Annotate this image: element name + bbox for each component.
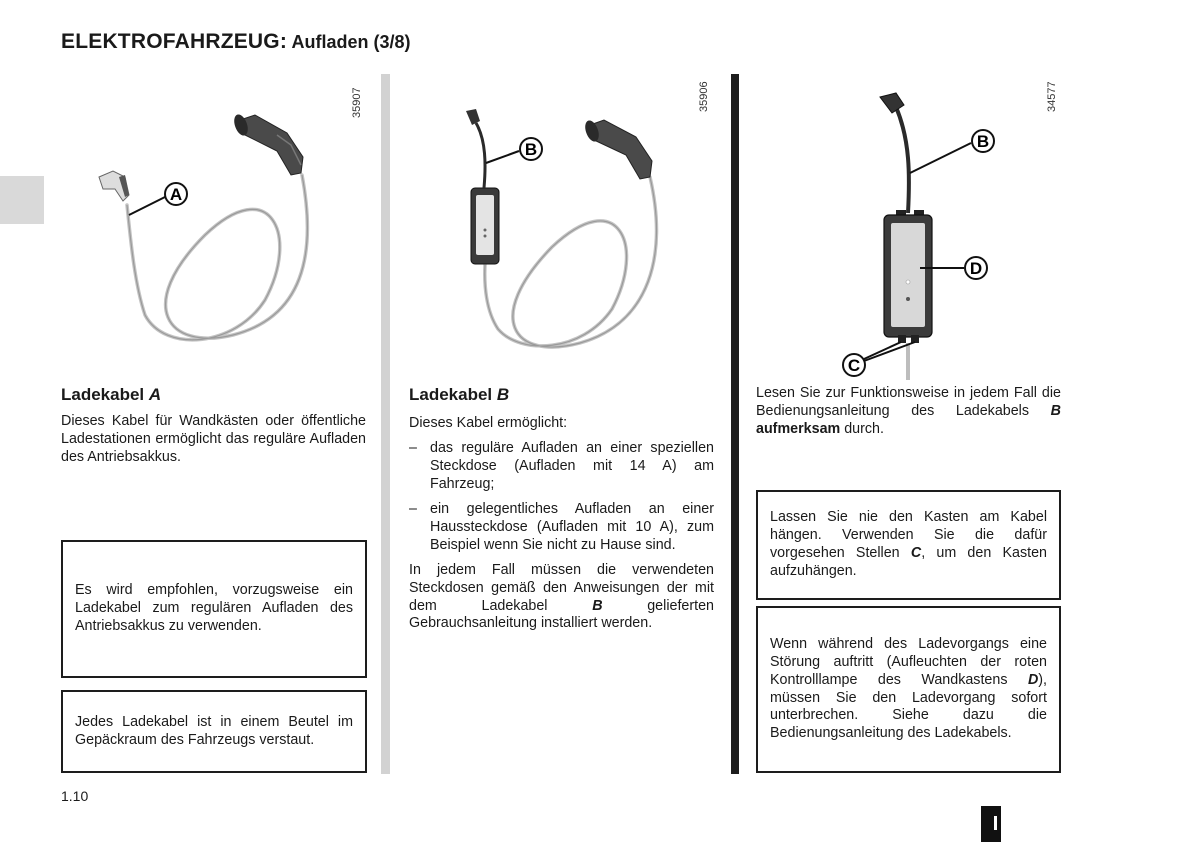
figure-control-box bbox=[830, 85, 1030, 380]
manual-note-part2: durch. bbox=[844, 420, 884, 437]
section-tab-marker bbox=[0, 176, 44, 224]
heading-cable-b-prefix: Ladekabel bbox=[409, 385, 493, 404]
callout-a-label: A bbox=[169, 185, 183, 204]
page-corner-mark bbox=[981, 806, 1001, 842]
heading-cable-a bbox=[61, 385, 161, 405]
column-divider-black bbox=[731, 74, 739, 774]
heading-cable-b-letter: B bbox=[496, 385, 510, 404]
heading-cable-b bbox=[409, 385, 509, 405]
warning-fault-part2: ), müssen Sie den Ladevorgang sofort unterbrechen. Siehe dazu die Bedienungsanleitung des Ladekabels. bbox=[770, 671, 1047, 742]
callout-d-label: D bbox=[969, 259, 983, 278]
note-box-recommendation bbox=[61, 540, 367, 678]
cable-b-uses-list bbox=[409, 440, 714, 563]
note-recommendation-text: Es wird empfohlen, vorzugsweise ein Ladekabel zum regulären Aufladen des Antriebsakkus zu verwenden. bbox=[75, 582, 353, 634]
note-storage-text: Jedes Ladekabel ist in einem Beutel im Gepäckraum des Fahrzeugs verstaut. bbox=[75, 713, 353, 748]
installation-note-part1: In jedem Fall müssen die verwendeten Steckdosen gemäß den Anweisungen der mit dem Ladekabel bbox=[409, 562, 714, 614]
cable-a-description: Dieses Kabel für Wandkästen oder öffentliche Ladestationen ermöglicht das reguläre Aufladen des Antriebsakkus. bbox=[61, 413, 366, 465]
page-number: 1.10 bbox=[61, 788, 89, 804]
warning-hanging-part1: Lassen Sie nie den Kasten am Kabel hängen. Verwenden Sie die dafür vorgesehen Stellen bbox=[770, 509, 1047, 561]
page-title-main: ELEKTROFAHRZEUG: bbox=[61, 30, 288, 53]
warning-fault-text bbox=[770, 636, 1047, 743]
column-divider-gray bbox=[381, 74, 390, 774]
heading-cable-a-prefix: Ladekabel bbox=[61, 385, 145, 404]
warning-box-fault bbox=[756, 606, 1061, 773]
cable-b-installation-note bbox=[409, 562, 714, 633]
warning-hanging-part2: , um den Kasten aufzuhängen. bbox=[770, 545, 1047, 579]
heading-cable-a-letter: A bbox=[148, 385, 162, 404]
manual-reading-note bbox=[756, 385, 1061, 438]
figure-ref-right: 34577 bbox=[1046, 81, 1058, 112]
figure-charging-cable-b bbox=[400, 85, 700, 370]
callout-c-label: C bbox=[847, 356, 861, 375]
installation-note-ref-b: B bbox=[592, 597, 603, 614]
callout-b-label: B bbox=[524, 140, 538, 159]
warning-fault-ref-d: D bbox=[1027, 671, 1039, 688]
warning-fault-part1: Wenn während des Ladevorgangs eine Störung auftritt (Aufleuchten der roten Kontrolllampe des Wandkastens bbox=[770, 636, 1047, 688]
list-item: – ein gelegentliches Aufladen an einer Haussteckdose (Aufladen mit 10 A), zum Beispiel wenn Sie nicht zu Hause sind. bbox=[409, 501, 714, 554]
cable-b-intro: Dieses Kabel ermöglicht: bbox=[409, 415, 568, 431]
warning-box-hanging bbox=[756, 490, 1061, 600]
figure-charging-cable-a bbox=[55, 85, 355, 370]
figure-ref-left: 35907 bbox=[351, 87, 363, 118]
list-item: – das reguläre Aufladen an einer speziellen Steckdose (Aufladen mit 14 A) am Fahrzeug; bbox=[409, 440, 714, 493]
figure-ref-middle: 35906 bbox=[698, 81, 710, 112]
warning-hanging-text bbox=[770, 509, 1047, 580]
page-title-sub: Aufladen (3/8) bbox=[291, 32, 411, 52]
installation-note-part2: gelieferten Gebrauchsanleitung installiert werden. bbox=[409, 597, 714, 632]
page-title bbox=[61, 30, 411, 54]
manual-note-part1: Lesen Sie zur Funktionsweise in jedem Fall die Bedienungsanleitung des Ladekabels bbox=[756, 385, 1061, 419]
callout-b2-label: B bbox=[976, 132, 990, 151]
warning-hanging-ref-c: C bbox=[910, 545, 922, 561]
manual-note-ref-b: B bbox=[1050, 402, 1061, 419]
note-box-storage bbox=[61, 690, 367, 773]
manual-note-bold: aufmerksam bbox=[756, 420, 841, 437]
